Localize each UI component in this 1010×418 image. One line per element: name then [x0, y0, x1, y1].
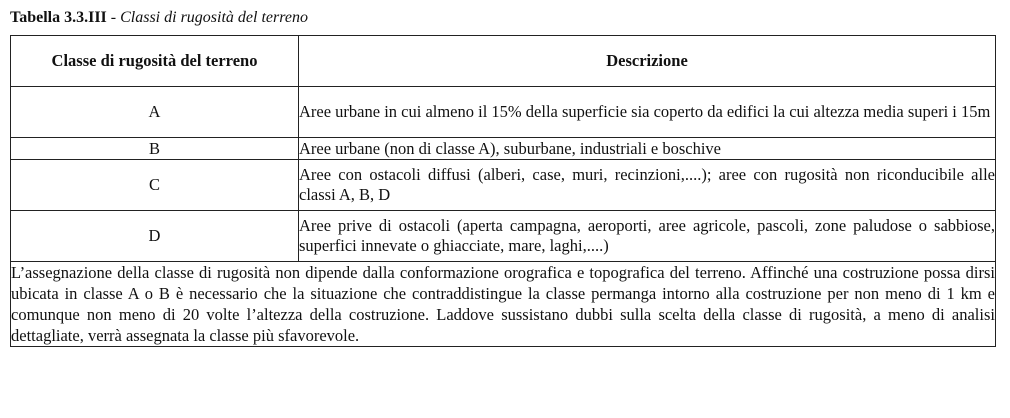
row-class-label: A [11, 87, 299, 138]
caption-separator: - [106, 9, 121, 26]
table-row [11, 211, 996, 262]
row-description: Aree urbane (non di classe A), suburbane, industriali e boschive [299, 138, 996, 160]
row-description: Aree urbane in cui almeno il 15% della superficie sia coperto da edifici la cui altezza media superi i 15m [299, 87, 996, 138]
table-number: Tabella 3.3.III [10, 9, 107, 26]
table-caption [10, 8, 308, 28]
row-class-label: C [11, 160, 299, 211]
table-row [11, 138, 996, 160]
row-class-label: D [11, 211, 299, 262]
row-class-label: B [11, 138, 299, 160]
table-title: Classi di rugosità del terreno [120, 9, 308, 26]
table-note-row [11, 262, 996, 347]
row-description: Aree con ostacoli diffusi (alberi, case, muri, recinzioni,....); aree con rugosità non riconducibile alle classi A, B, D [299, 160, 996, 211]
table-note: L’assegnazione della classe di rugosità non dipende dalla conformazione orografica e topografica del terreno. Affinché una costruzione possa dirsi ubicata in classe A o B è necessario che la situazione che contraddistingue la classe permanga intorno alla costruzione per non meno di 1 km e comunque non meno di 20 volte l’altezza della costruzione. Laddove sussistano dubbi sulla scelta della classe di rugosità, a meno di analisi dettagliate, verrà assegnata la classe più sfavorevole. [11, 263, 995, 345]
row-description: Aree prive di ostacoli (aperta campagna, aeroporti, aree agricole, pascoli, zone paludose o sabbiose, superfici innevate o ghiacciate, mare, laghi,....) [299, 211, 996, 262]
header-description: Descrizione [299, 36, 996, 87]
table-header-row [11, 36, 996, 87]
roughness-class-table [10, 35, 996, 347]
table-row [11, 160, 996, 211]
header-class: Classe di rugosità del terreno [11, 36, 299, 87]
table-row [11, 87, 996, 138]
